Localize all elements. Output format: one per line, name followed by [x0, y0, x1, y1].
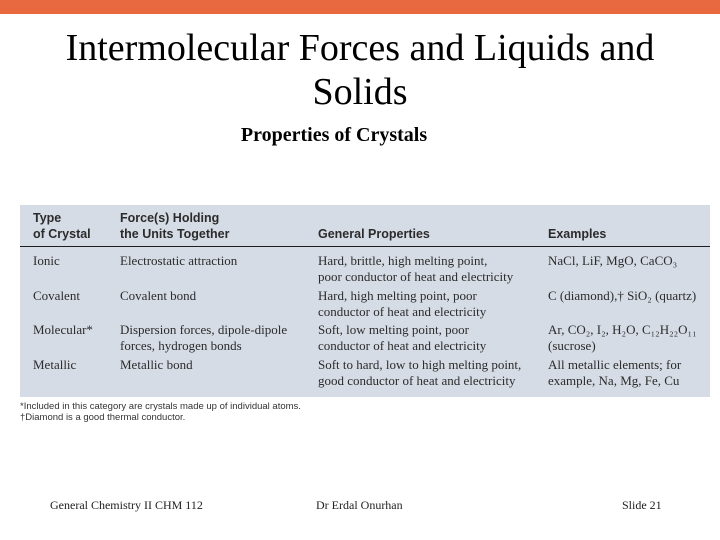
footer-author: Dr Erdal Onurhan: [316, 498, 403, 512]
col-header-force-line1: Force(s) Holding: [120, 211, 220, 225]
row-covalent-type: Covalent: [33, 288, 80, 303]
footer-course: General Chemistry II CHM 112: [50, 498, 203, 512]
col-header-type-line2: of Crystal: [33, 227, 91, 241]
row-ionic-examples: [548, 253, 677, 269]
row-metallic-type: Metallic: [33, 357, 77, 372]
row-metallic-properties: [318, 357, 521, 389]
slide-title: Intermolecular Forces and Liquids and Solids: [65, 27, 655, 113]
row-molecular-properties-line1: Soft, low melting point, poor: [318, 322, 469, 337]
row-molecular-force-line2: forces, hydrogen bonds: [120, 338, 242, 353]
col-header-force-line2: the Units Together: [120, 227, 230, 241]
row-ionic-examples-line: NaCl, LiF, MgO, CaCO₃: [548, 253, 678, 268]
slide-subtitle-text: Properties of Crystals: [240, 124, 428, 146]
row-covalent-properties-line2: conductor of heat and electricity: [318, 304, 487, 319]
row-metallic-force-line: Metallic bond: [120, 357, 193, 372]
row-ionic-properties-line1: Hard, brittle, high melting point,: [318, 253, 488, 268]
row-ionic-properties: [318, 253, 513, 285]
table-footnotes: [20, 401, 620, 423]
footnote-molecular: *Included in this category are crystals made up of individual atoms.: [20, 401, 301, 412]
col-header-force: [120, 210, 230, 242]
row-ionic-force-line: Electrostatic attraction: [120, 253, 238, 268]
accent-bar: [0, 0, 720, 14]
row-covalent-force-line: Covalent bond: [120, 288, 197, 303]
col-header-type-line1: Type: [33, 211, 62, 225]
row-covalent-properties-line1: Hard, high melting point, poor: [318, 288, 477, 303]
row-covalent-force: [120, 288, 196, 304]
row-molecular-examples-line2: (sucrose): [548, 338, 596, 353]
footnote-diamond: †Diamond is a good thermal conductor.: [20, 412, 186, 423]
col-header-type: [33, 210, 91, 242]
row-molecular-force-line1: Dispersion forces, dipole-dipole: [120, 322, 288, 337]
row-metallic-properties-line1: Soft to hard, low to high melting point,: [318, 357, 522, 372]
col-header-examples: Examples: [548, 227, 607, 241]
row-ionic-properties-line2: poor conductor of heat and electricity: [318, 269, 514, 284]
row-molecular-type: Molecular*: [33, 322, 93, 337]
row-molecular-examples: [548, 322, 697, 354]
row-molecular-force: [120, 322, 287, 354]
header-divider: [20, 246, 710, 247]
row-metallic-properties-line2: good conductor of heat and electricity: [318, 373, 516, 388]
row-covalent-examples: [548, 288, 696, 304]
row-molecular-properties: [318, 322, 486, 354]
col-header-properties: General Properties: [318, 227, 430, 241]
row-molecular-properties-line2: conductor of heat and electricity: [318, 338, 487, 353]
row-metallic-examples: [548, 357, 681, 389]
row-metallic-force: [120, 357, 193, 373]
row-ionic-force: [120, 253, 237, 269]
row-ionic-type: Ionic: [33, 253, 60, 268]
row-metallic-examples-line2: example, Na, Mg, Fe, Cu: [548, 373, 680, 388]
row-covalent-properties: [318, 288, 486, 320]
row-molecular-examples-line1: Ar, CO₂, I₂, H₂O, C₁₂H₂₂O₁₁: [548, 322, 697, 337]
row-covalent-examples-line: C (diamond),† SiO₂ (quartz): [548, 288, 697, 303]
row-metallic-examples-line1: All metallic elements; for: [548, 357, 682, 372]
footer-slide-number: Slide 21: [622, 498, 662, 512]
slide-subtitle: [0, 124, 668, 147]
